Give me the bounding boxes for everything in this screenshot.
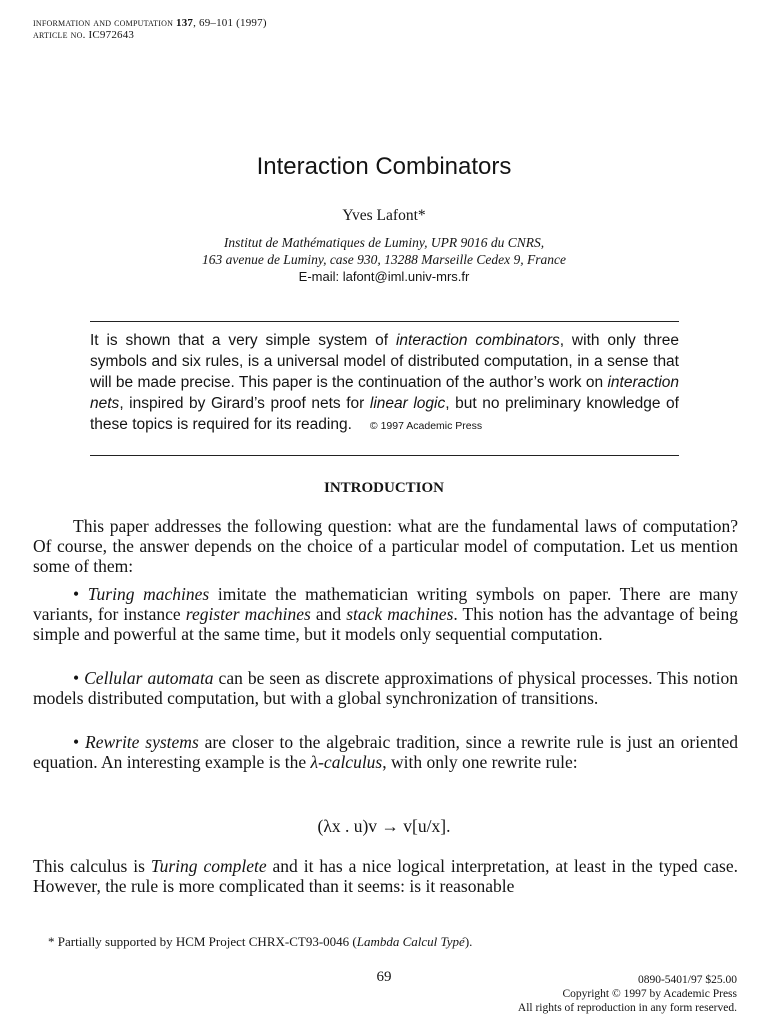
article-number: IC972643	[88, 29, 135, 41]
article-number-label: article no.	[33, 29, 86, 41]
term-turing-complete: Turing complete	[150, 856, 267, 876]
bullet-marker: •	[73, 668, 80, 688]
closing-text-2: and it has a nice logical interpretation, at least in the typed case. However, the rule is more complicated than it seems: is it reasonable	[33, 856, 738, 896]
abstract-text-4: , but no preliminary knowledge of these topics is required for its reading.	[90, 395, 679, 433]
abstract	[90, 330, 679, 437]
bullet-rewrite-text-2: , with only one rewrite rule:	[382, 752, 578, 772]
bullet-turing-text-3: . This notion has the advantage of being simple and powerful at the same time, but it models only sequential computation.	[33, 604, 739, 644]
bullet-turing-text-2: and	[310, 604, 347, 624]
article-number-line	[33, 29, 134, 42]
affiliation-line-1: Institut de Mathématiques de Luminy, UPR 9016 du CNRS,	[223, 235, 545, 250]
abstract-text-1: It is shown that a very simple system of	[90, 332, 396, 349]
abstract-term-interaction-nets: interaction nets	[90, 374, 679, 412]
abstract-text-3: , inspired by Girard’s proof nets for	[119, 395, 370, 412]
beta-reduction-formula: (λx . u)v → v[u/x].	[317, 816, 451, 836]
term-rewrite-systems: Rewrite systems	[85, 732, 199, 752]
term-cellular-automata: Cellular automata	[84, 668, 214, 688]
bullet-cellular-text-1: can be seen as discrete approximations of physical processes. This notion models distributed computation, but with a global synchronization of transitions.	[33, 668, 738, 708]
term-register-machines: register machines	[185, 604, 311, 624]
footer-issn-price: 0890-5401/97 $25.00	[637, 974, 737, 986]
term-lambda-calculus: λ-calculus	[310, 752, 383, 772]
bullet-cellular-automata	[33, 668, 738, 708]
abstract-copyright: © 1997 Academic Press	[369, 420, 483, 432]
footer-copyright: Copyright © 1997 by Academic Press	[562, 988, 737, 1000]
footnote-end: ).	[464, 934, 473, 949]
author-email: E-mail: lafont@iml.univ-mrs.fr	[298, 269, 470, 284]
closing-paragraph	[33, 856, 738, 896]
footer-rights: All rights of reproduction in any form reserved.	[517, 1002, 737, 1014]
journal-name: information and computation	[33, 17, 174, 29]
journal-volume: 137	[176, 17, 194, 29]
section-heading-introduction: INTRODUCTION	[323, 480, 444, 496]
page-number: 69	[376, 969, 392, 985]
abstract-top-rule	[90, 321, 679, 322]
closing-text-1: This calculus is	[33, 856, 151, 876]
footnote-text: * Partially supported by HCM Project CHRX-CT93-0046 (	[48, 934, 357, 949]
bullet-marker: •	[73, 584, 80, 604]
bullet-turing-text-1: imitate the mathematician writing symbols on paper. There are many variants, for instance	[33, 584, 738, 624]
author-name: Yves Lafont*	[342, 207, 426, 224]
abstract-bottom-rule	[90, 455, 679, 456]
intro-paragraph: This paper addresses the following question: what are the fundamental laws of computation? Of course, the answer depends on the choice of a particular model of computation. Let us mention some of them:	[33, 516, 738, 576]
bullet-rewrite-systems	[33, 732, 738, 772]
abstract-text-2: , with only three symbols and six rules, is a universal model of distributed computation, in a sense that will be made precise. This paper is the continuation of the author’s work on	[90, 332, 679, 391]
abstract-term-linear-logic: linear logic	[369, 395, 446, 412]
term-stack-machines: stack machines	[346, 604, 454, 624]
journal-pages-year: , 69–101 (1997)	[193, 17, 267, 29]
abstract-term-interaction-combinators: interaction combinators	[395, 332, 560, 349]
footnote-project-name: Lambda Calcul Typé	[356, 934, 465, 949]
bullet-rewrite-text-1: are closer to the algebraic tradition, since a rewrite rule is just an oriented equation. An interesting example is the	[33, 732, 738, 772]
paper-title: Interaction Combinators	[256, 153, 512, 180]
affiliation-line-2: 163 avenue de Luminy, case 930, 13288 Marseille Cedex 9, France	[201, 252, 567, 267]
term-turing-machines: Turing machines	[87, 584, 210, 604]
footnote	[48, 934, 472, 950]
bullet-turing-machines	[33, 584, 738, 644]
bullet-marker: •	[73, 732, 80, 752]
